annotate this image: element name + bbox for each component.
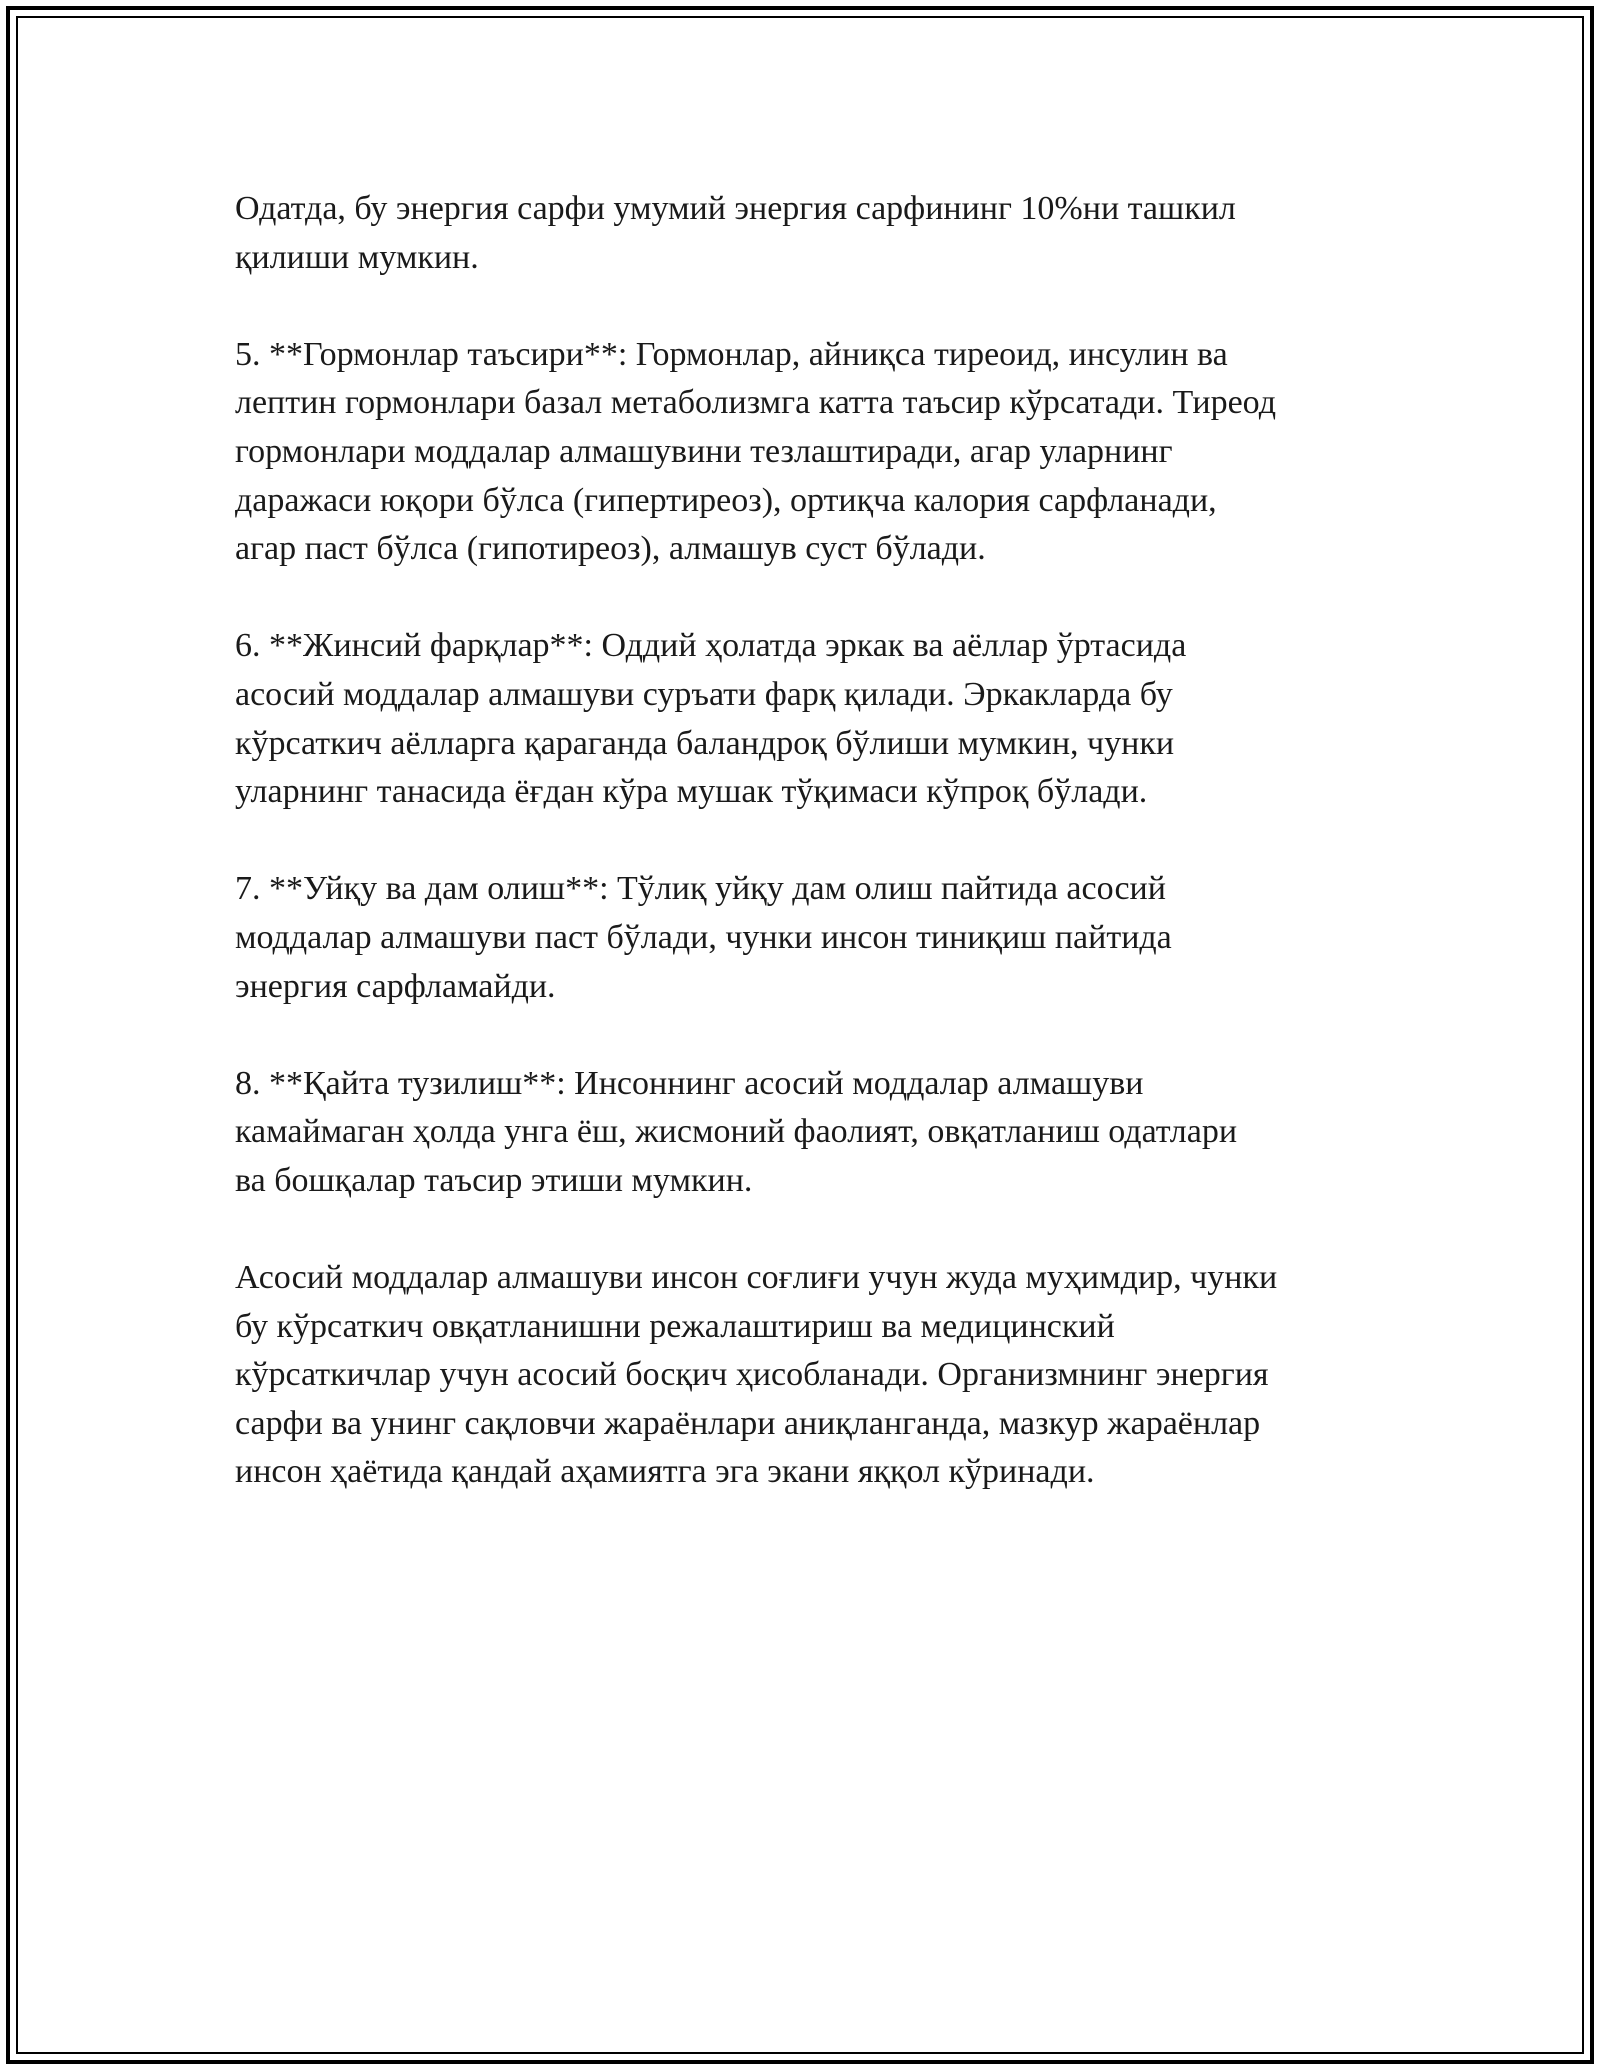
paragraph-hormones [235,331,1385,574]
paragraph-sex-differences [235,622,1385,816]
text-line: Асосий моддалар алмашуви инсон соғлиғи учун жуда муҳимдир, чунки [235,1259,1278,1297]
paragraph-sleep [235,865,1385,1011]
text-line: ва бошқалар таъсир этиши мумкин. [235,1161,753,1199]
text-line: 8. **Қайта тузилиш**: Инсоннинг асосий моддалар алмашуви [235,1064,1144,1102]
text-line: моддалар алмашуви паст бўлади, чунки инсон тиниқиш пайтида [235,918,1172,956]
text-line: асосий моддалар алмашуви суръати фарқ қилади. Эркакларда бу [235,675,1173,713]
text-line: 7. **Уйқу ва дам олиш**: Тўлиқ уйқу дам олиш пайтида асосий [235,870,1166,908]
text-line: даражаси юқори бўлса (гипертиреоз), ортиқча калория сарфланади, [235,481,1217,519]
text-line: агар паст бўлса (гипотиреоз), алмашув суст бўлади. [235,530,986,568]
text-line: Одатда, бу энергия сарфи умумий энергия сарфининг 10%ни ташкил [235,190,1236,227]
text-line: инсон ҳаётида қандай аҳамиятга эга экани яққол кўринади. [235,1453,1095,1491]
text-line: кўрсаткичлар учун асосий босқич ҳисобланади. Организмнинг энергия [235,1356,1269,1394]
paragraph-restructuring [235,1060,1385,1206]
text-line: кўрсаткич аёлларга қараганда баландроқ бўлиши мумкин, чунки [235,724,1175,762]
text-line: 6. **Жинсий фарқлар**: Оддий ҳолатда эркак ва аёллар ўртасида [235,627,1187,665]
paragraph-intro [235,185,1385,282]
text-line: энергия сарфламайди. [235,967,556,1005]
document-body [235,185,1385,1497]
text-line: сарфи ва унинг сақловчи жараёнлари аниқланганда, мазкур жараёнлар [235,1404,1261,1442]
text-line: гормонлари моддалар алмашувини тезлаштиради, агар уларнинг [235,432,1173,470]
text-line: 5. **Гормонлар таъсири**: Гормонлар, айниқса тиреоид, инсулин ва [235,335,1228,373]
paragraph-conclusion [235,1254,1385,1497]
text-line: бу кўрсаткич овқатланишни режалаштириш ва медицинский [235,1307,1115,1345]
text-line: лептин гормонлари базал метаболизмга катта таъсир кўрсатади. Тиреод [235,384,1277,422]
text-line: уларнинг танасида ёғдан кўра мушак тўқимаси кўпроқ бўлади. [235,773,1148,811]
text-line: камаймаган ҳолда унга ёш, жисмоний фаолият, овқатланиш одатлари [235,1113,1238,1151]
text-line: қилиши мумкин. [235,238,479,276]
